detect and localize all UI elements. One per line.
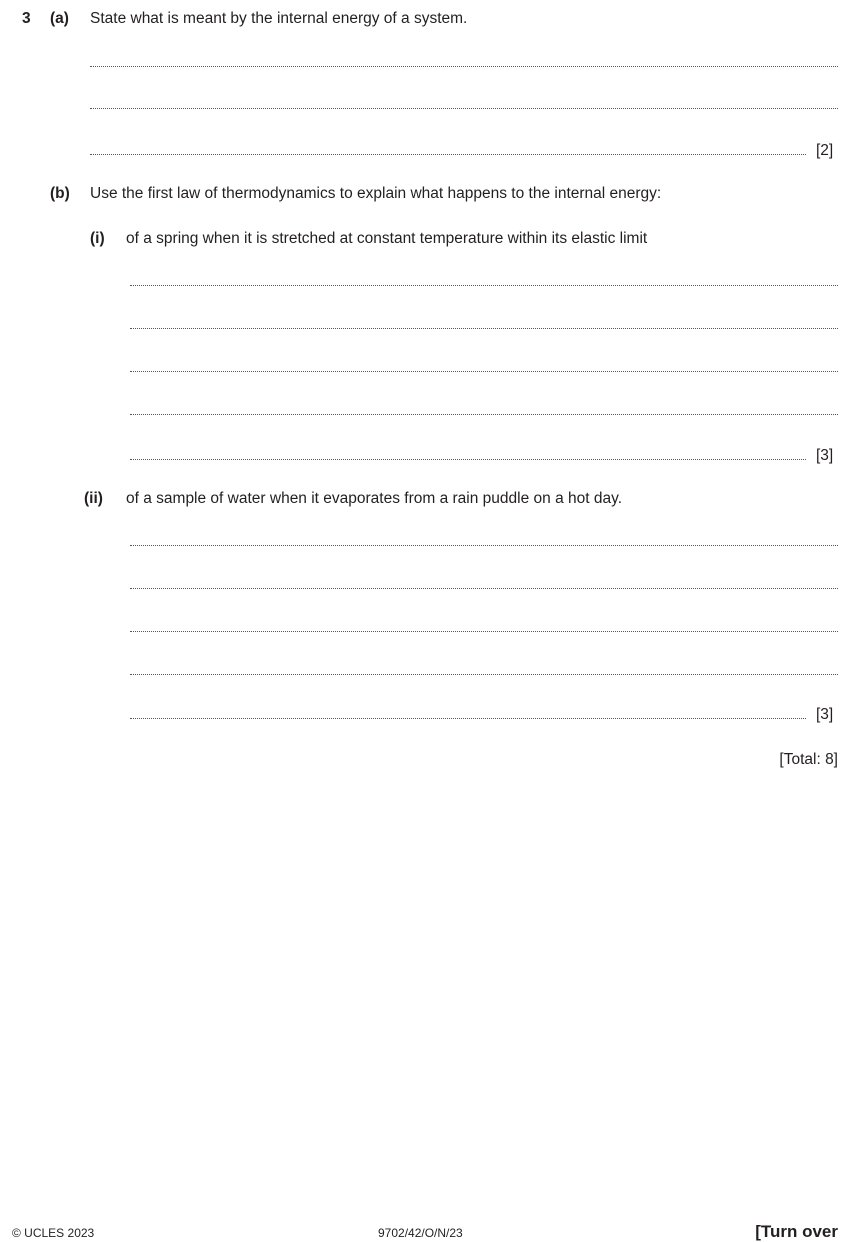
footer-copyright: © UCLES 2023 <box>12 1226 95 1240</box>
part-a-mark: [2] <box>816 142 834 159</box>
sub-ii-label: (ii) <box>84 490 103 507</box>
sub-ii-prompt: of a sample of water when it evaporates from a rain puddle on a hot day. <box>126 490 622 507</box>
answer-line-i-5[interactable] <box>130 459 806 460</box>
answer-line-ii-4[interactable] <box>130 674 838 675</box>
sub-i-mark: [3] <box>816 447 834 464</box>
answer-line-i-1[interactable] <box>130 285 838 286</box>
sub-i-prompt: of a spring when it is stretched at constant temperature within its elastic limit <box>126 230 648 247</box>
answer-line-a-3[interactable] <box>90 154 806 155</box>
total-marks: [Total: 8] <box>779 751 838 768</box>
answer-line-a-1[interactable] <box>90 66 838 67</box>
answer-line-a-2[interactable] <box>90 108 838 109</box>
footer-paper-code: 9702/42/O/N/23 <box>378 1226 463 1240</box>
question-number: 3 <box>22 10 31 27</box>
part-a-label: (a) <box>50 10 69 27</box>
part-b-prompt: Use the first law of thermodynamics to explain what happens to the internal energy: <box>90 185 662 202</box>
answer-line-ii-3[interactable] <box>130 631 838 632</box>
footer-turn-over: [Turn over <box>755 1222 838 1241</box>
part-a-prompt: State what is meant by the internal energy of a system. <box>90 10 468 27</box>
part-b-label: (b) <box>50 185 70 202</box>
answer-line-i-2[interactable] <box>130 328 838 329</box>
sub-ii-mark: [3] <box>816 706 834 723</box>
answer-line-ii-5[interactable] <box>130 718 806 719</box>
answer-line-ii-2[interactable] <box>130 588 838 589</box>
answer-line-i-4[interactable] <box>130 414 838 415</box>
answer-line-i-3[interactable] <box>130 371 838 372</box>
sub-i-label: (i) <box>90 230 105 247</box>
answer-line-ii-1[interactable] <box>130 545 838 546</box>
